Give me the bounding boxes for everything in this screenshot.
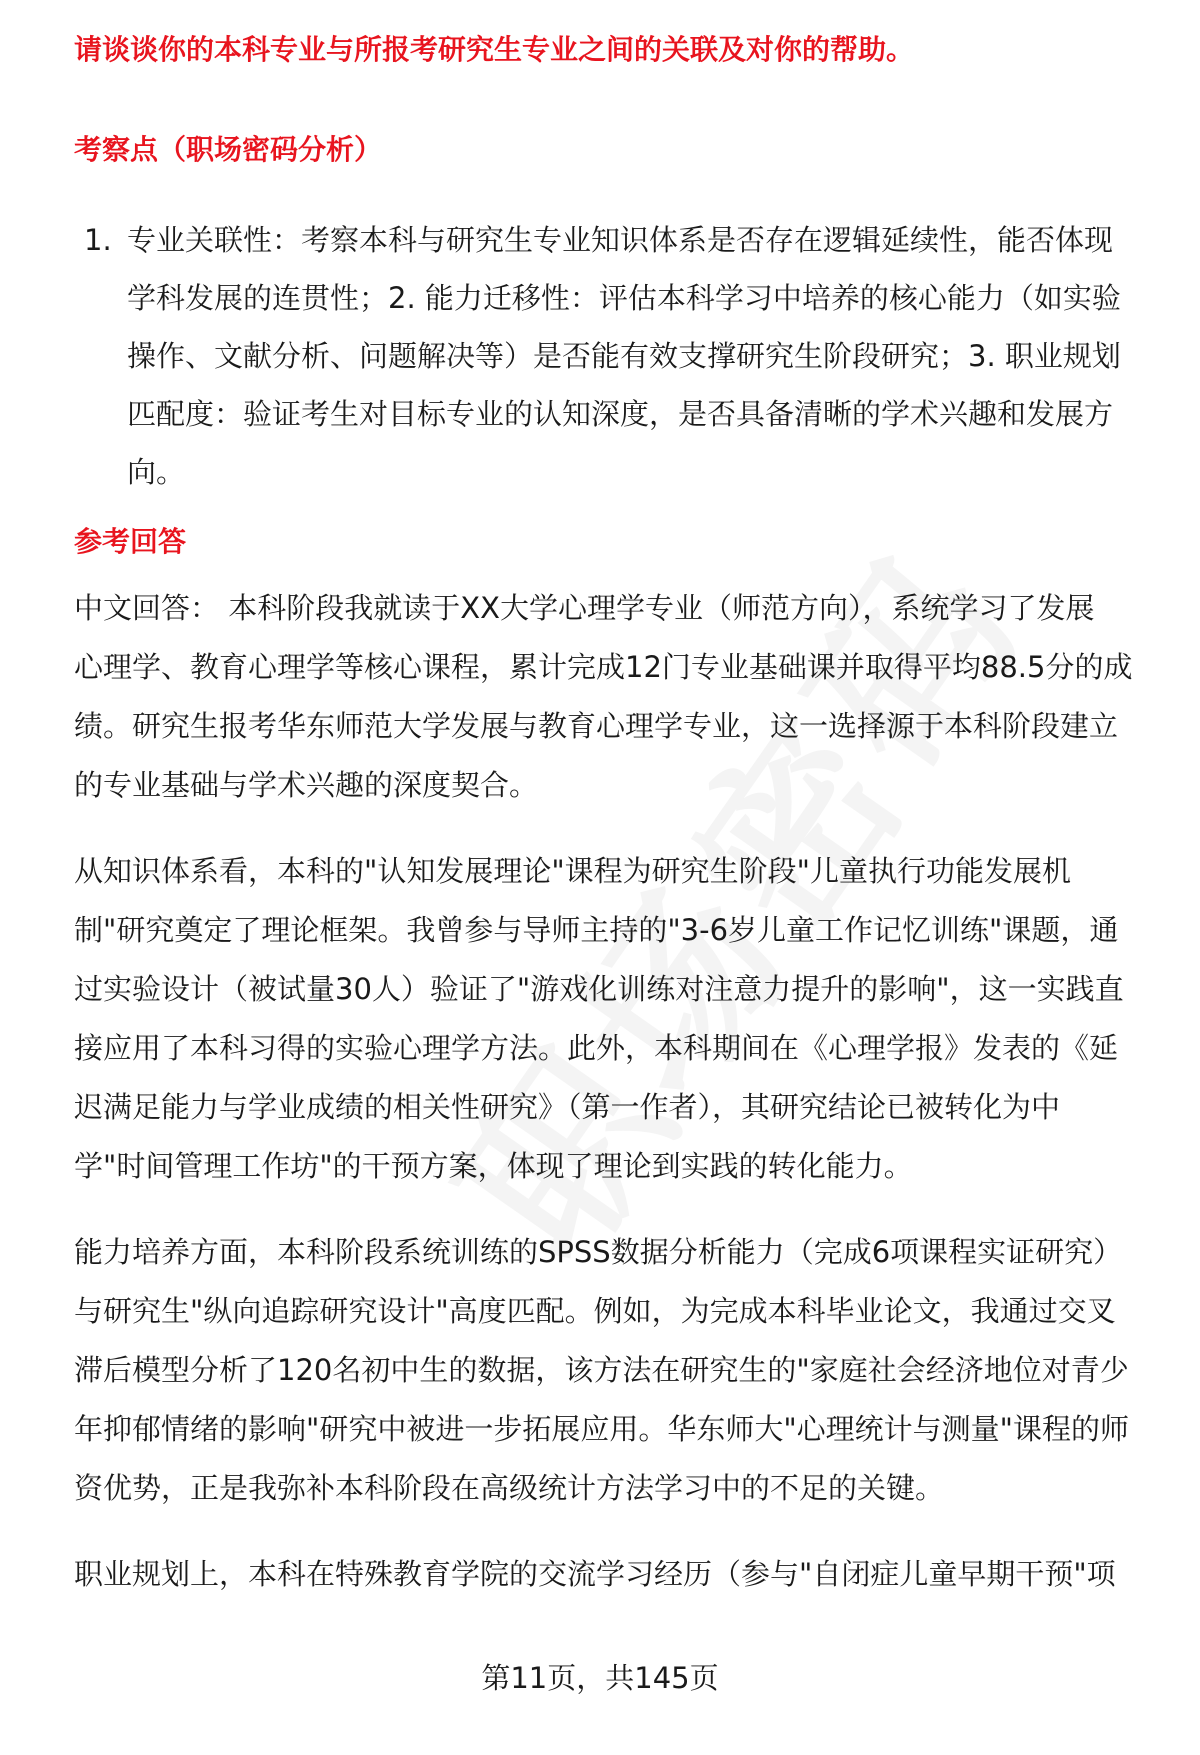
paragraph-line: 与研究生"纵向追踪研究设计"高度匹配。例如，为完成本科毕业论文，我通过交叉 bbox=[74, 1294, 1116, 1328]
paragraph-line: 心理学、教育心理学等核心课程，累计完成12门专业基础课并取得平均88.5分的成 bbox=[74, 650, 1133, 684]
answer-paragraph bbox=[74, 1223, 1144, 1518]
paragraph-line: 职业规划上，本科在特殊教育学院的交流学习经历（参与"自闭症儿童早期干预"项 bbox=[74, 1557, 1116, 1591]
paragraph-line: 接应用了本科习得的实验心理学方法。此外，本科期间在《心理学报》发表的《延 bbox=[74, 1031, 1119, 1065]
list-number: 1. bbox=[84, 223, 112, 257]
analysis-list bbox=[74, 211, 1144, 501]
answer-heading: 参考回答 bbox=[74, 525, 187, 558]
analysis-heading: 考察点（职场密码分析） bbox=[74, 133, 383, 166]
paragraph-line: 能力培养方面，本科阶段系统训练的SPSS数据分析能力（完成6项课程实证研究） bbox=[74, 1235, 1123, 1269]
paragraph-line: 学"时间管理工作坊"的干预方案，体现了理论到实践的转化能力。 bbox=[74, 1149, 913, 1183]
paragraph-line: 从知识体系看，本科的"认知发展理论"课程为研究生阶段"儿童执行功能发展机 bbox=[74, 854, 1072, 888]
paragraph-line: 中文回答： 本科阶段我就读于XX大学心理学专业（师范方向），系统学习了发展 bbox=[74, 591, 1095, 625]
paragraph-line: 滞后模型分析了120名初中生的数据，该方法在研究生的"家庭社会经济地位对青少 bbox=[74, 1353, 1129, 1387]
paragraph-line: 资优势，正是我弥补本科阶段在高级统计方法学习中的不足的关键。 bbox=[74, 1471, 945, 1505]
list-line: 操作、文献分析、问题解决等）是否能有效支撑研究生阶段研究；3. 职业规划 bbox=[127, 339, 1121, 373]
question-title: 请谈谈你的本科专业与所报考研究生专业之间的关联及对你的帮助。 bbox=[74, 33, 915, 66]
answer-paragraph bbox=[74, 842, 1144, 1196]
paragraph-line: 绩。研究生报考华东师范大学发展与教育心理学专业，这一选择源于本科阶段建立 bbox=[74, 709, 1119, 743]
list-line: 匹配度：验证考生对目标专业的认知深度，是否具备清晰的学术兴趣和发展方 bbox=[127, 397, 1114, 431]
list-line: 专业关联性：考察本科与研究生专业知识体系是否存在逻辑延续性，能否体现 bbox=[127, 223, 1114, 257]
paragraph-line: 的专业基础与学术兴趣的深度契合。 bbox=[74, 768, 539, 802]
paragraph-line: 制"研究奠定了理论框架。我曾参与导师主持的"3-6岁儿童工作记忆训练"课题，通 bbox=[74, 913, 1119, 947]
list-line: 学科发展的连贯性；2. 能力迁移性：评估本科学习中培养的核心能力（如实验 bbox=[127, 281, 1121, 315]
answer-paragraph bbox=[74, 1545, 1144, 1604]
page-footer: 第11页，共145页 bbox=[481, 1661, 719, 1695]
paragraph-line: 年抑郁情绪的影响"研究中被进一步拓展应用。华东师大"心理统计与测量"课程的师 bbox=[74, 1412, 1130, 1446]
answer-paragraph bbox=[74, 579, 1144, 815]
paragraph-line: 过实验设计（被试量30人）验证了"游戏化训练对注意力提升的影响"，这一实践直 bbox=[74, 972, 1124, 1006]
list-line: 向。 bbox=[127, 455, 186, 489]
paragraph-line: 迟满足能力与学业成绩的相关性研究》（第一作者），其研究结论已被转化为中 bbox=[74, 1090, 1061, 1124]
document-body bbox=[74, 30, 1144, 1604]
